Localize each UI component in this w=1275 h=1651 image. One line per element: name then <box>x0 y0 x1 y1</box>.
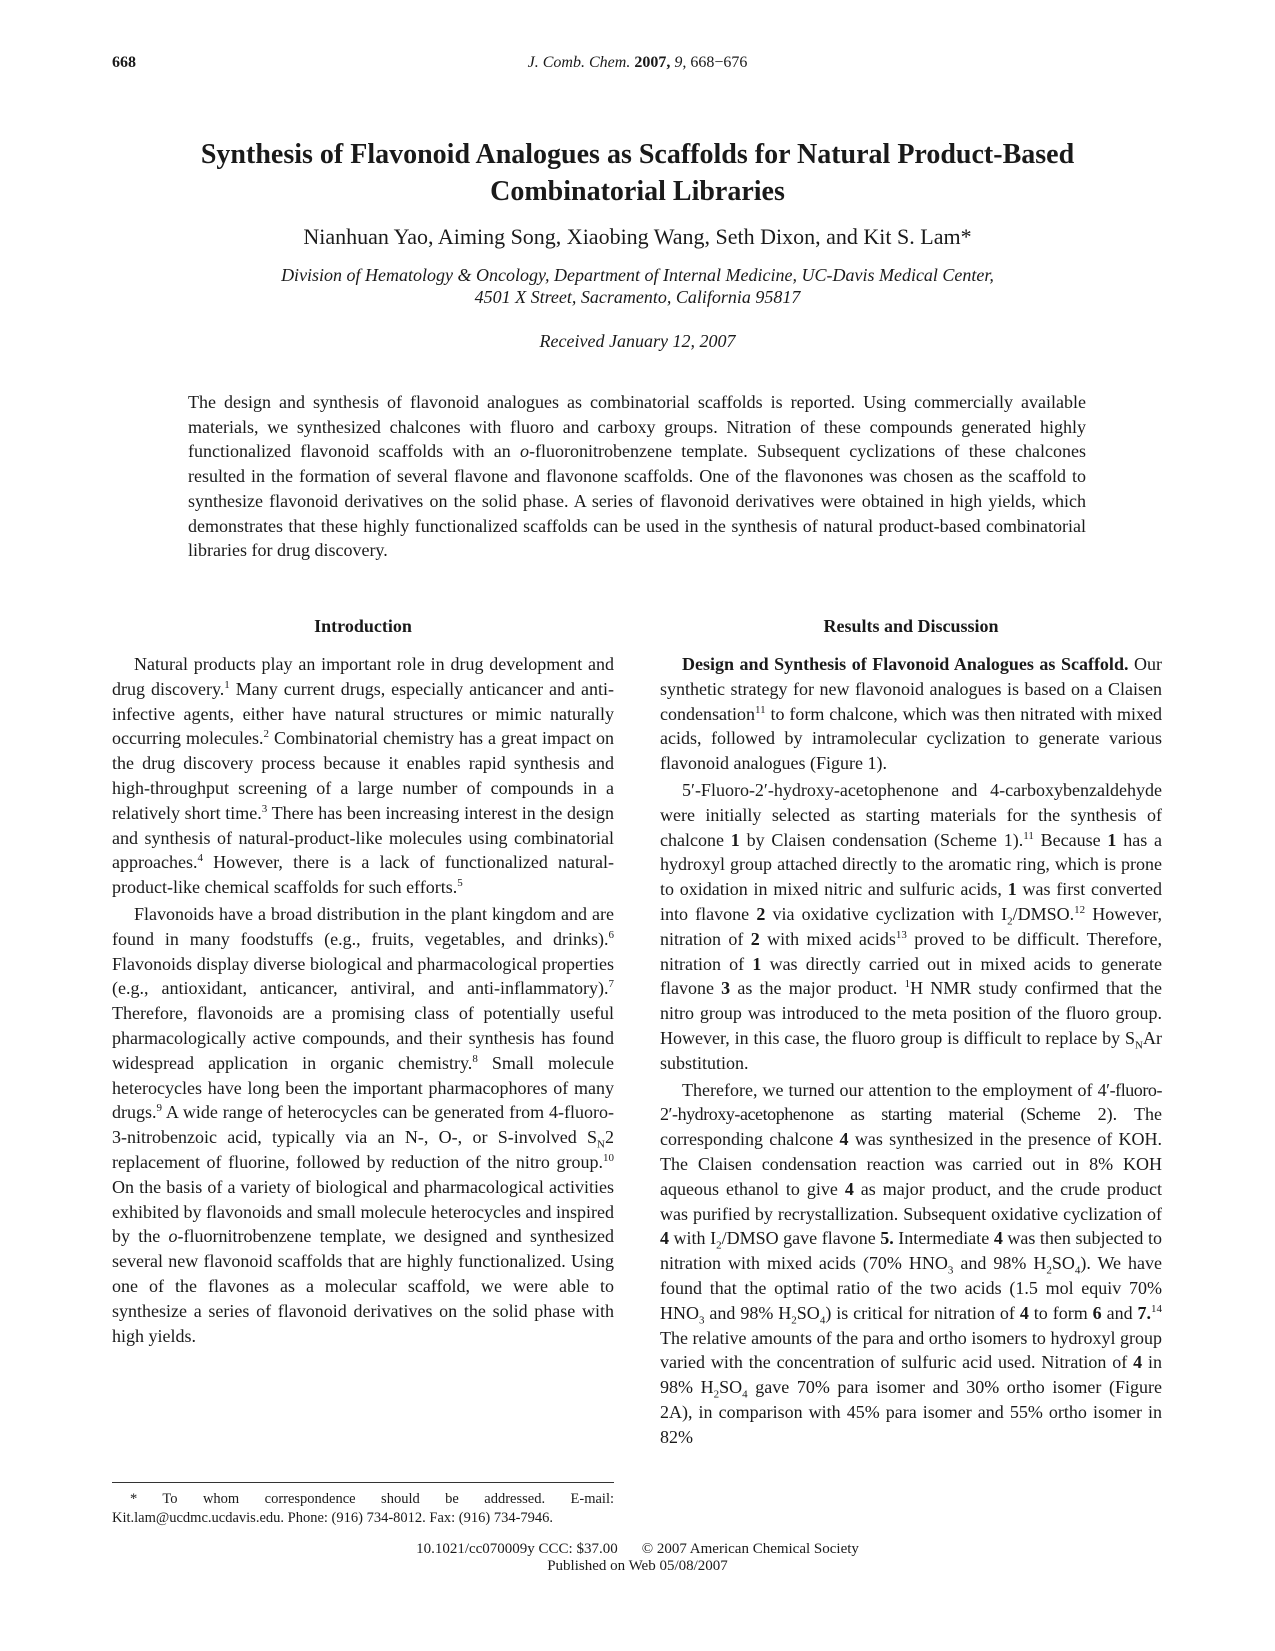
text-run: gave 70% para isomer and 30% ortho isomer (Figure 2A), in comparison with 45% para isomer and 55% ortho isomer in 82% <box>660 1377 1162 1447</box>
received-date: Received January 12, 2007 <box>539 331 736 351</box>
text-run: Flavonoids display diverse biological and pharmacological properties (e.g., antioxidant, anticancer, antiviral, and anti-inflammatory). <box>112 953 614 999</box>
text-run: SO <box>796 1302 820 1323</box>
text-run: Our synthetic strategy for new flavonoid analogues is based on a Claisen condensation <box>660 654 1162 724</box>
citation-ref: 9 <box>156 1102 162 1115</box>
results-paragraph-3 <box>660 1078 1162 1450</box>
abstract-text: The design and synthesis of flavonoid analogues as combinatorial scaffolds is reported. Using commercially available materials, we synthesized chalcones with fluoro and carboxy groups. Nitration of these compounds generated highly functionalized flavonoid scaffolds with an <box>188 392 1086 462</box>
citation-ref: 3 <box>261 802 268 815</box>
text-run: A wide range of heterocycles can be generated from 4-fluoro-3-nitrobenzoic acid, typically via an N-, O-, or S-involved S <box>112 1102 614 1148</box>
left-column <box>112 614 614 1348</box>
compound-number: 4 <box>844 1178 854 1199</box>
compound-number: 7. <box>1137 1302 1152 1323</box>
text-run: Combinatorial chemistry has a great impact on the drug discovery process because it enables rapid synthesis and high-throughput screening of a large number of compounds in a relatively short time. <box>112 728 614 823</box>
text-run: Small molecule heterocycles have long been the important pharmacophores of many drugs. <box>112 1052 614 1123</box>
journal-volume: 9, <box>674 54 687 71</box>
text-run: 4′-fluoro-2′-hydroxy-acetophenone as starting material (Scheme <box>660 1079 1162 1125</box>
correspondence-footnote: * To whom correspondence should be addressed. E-mail: Kit.lam@ucdmc.ucdavis.edu. Phone: (916) 734-8012. Fax: (916) 734-7946. <box>112 1491 614 1526</box>
text-run: 2 replacement of fluorine, followed by reduction of the nitro group. <box>112 1127 614 1172</box>
compound-number: 3 <box>721 978 731 999</box>
citation-ref: 11 <box>1023 829 1034 842</box>
compound-number: 1 <box>1007 879 1017 900</box>
compound-number: 1 <box>730 829 740 850</box>
compound-number: 4 <box>839 1129 849 1150</box>
text-run: proved to be difficult. Therefore, nitration of <box>660 928 1163 974</box>
copyright: © 2007 American Chemical Society <box>641 1541 859 1557</box>
text-run: 2). The corresponding chalcone <box>660 1104 1162 1150</box>
page-number: 668 <box>112 54 136 71</box>
results-heading: Results and Discussion <box>823 616 999 636</box>
published-date: Published on Web 05/08/2007 <box>547 1558 728 1574</box>
text-run: H NMR study confirmed that the nitro group was introduced to the meta position of the fluoro group. However, in this case, the fluoro group is difficult to replace by S <box>660 978 1162 1048</box>
text-run: was then subjected to nitration with mixed acids (70% HNO <box>660 1228 1162 1274</box>
subscript: 2 <box>1046 1264 1052 1277</box>
abstract-text: -fluoronitrobenzene template. Subsequent cyclizations of these chalcones resulted in the formation of several flavone and flavonone scaffolds. One of the flavonones was chosen as the scaffold to synthesize flavonoid derivatives on the solid phase. A series of flavonoid derivatives were obtained in high yields, which demonstrates that these highly functionalized scaffolds can be used in the synthesis of natural product-based combinatorial libraries for drug discovery. <box>188 441 1086 561</box>
text-run: SO <box>1051 1253 1075 1274</box>
text-run: was directly carried out in mixed acids to generate flavone <box>660 953 1162 999</box>
citation-ref: 5 <box>457 877 463 890</box>
compound-number: 4 <box>660 1228 669 1249</box>
citation-ref: 6 <box>608 928 614 941</box>
text-run: to form <box>1028 1302 1093 1323</box>
compound-number: 4 <box>1133 1352 1143 1373</box>
text-run: Many current drugs, especially anticancer and anti-infective agents, either have natural structures or mimic naturally occurring molecules. <box>112 678 615 749</box>
text-run: 5′-Fluoro-2′-hydroxy-acetophenone and 4-carboxybenzaldehyde were initially selected as starting materials for the synthesis of chalcone <box>660 779 1162 850</box>
affiliation-line-2: 4501 X Street, Sacramento, California 95817 <box>474 287 801 307</box>
citation-ref: 4 <box>197 852 203 865</box>
affiliation <box>150 264 1125 308</box>
intro-paragraph-1 <box>112 652 614 900</box>
text-run: in 98% H <box>660 1352 1162 1398</box>
intro-paragraph-2 <box>112 902 614 1348</box>
subscript: 2 <box>716 1239 722 1252</box>
subscript: 4 <box>1074 1264 1081 1277</box>
author-list: Nianhuan Yao, Aiming Song, Xiaobing Wang, Seth Dixon, and Kit S. Lam* <box>303 224 972 249</box>
text-run: as the major product. <box>730 978 905 999</box>
text-run: Flavonoids have a broad distribution in the plant kingdom and are found in many foodstuffs (e.g., fruits, vegetables, and drinks). <box>112 903 614 949</box>
superscript: 1 <box>904 978 911 991</box>
text-run: /DMSO gave flavone <box>721 1228 881 1249</box>
journal-name: J. Comb. Chem. <box>527 54 631 71</box>
subscript: N <box>1135 1039 1143 1052</box>
citation-ref: 2 <box>263 728 269 741</box>
citation-ref: 13 <box>895 928 907 941</box>
text-run: has a hydroxyl group attached directly to the aromatic ring, which is prone to oxidation in mixed nitric and sulfuric acids, <box>660 829 1162 900</box>
text-run: SO <box>719 1377 743 1398</box>
text-run: Therefore, we turned our attention to the employment of <box>682 1079 1098 1100</box>
text-run: with I <box>669 1228 717 1249</box>
text-run: and <box>1101 1302 1138 1323</box>
text-run: The relative amounts of the para and ortho isomers to hydroxyl group varied with the concentration of sulfuric acid used. Nitration of <box>660 1327 1162 1373</box>
citation-ref: 8 <box>472 1052 478 1065</box>
text-run: by Claisen condensation (Scheme 1). <box>739 829 1024 850</box>
citation-ref: 7 <box>608 978 614 991</box>
compound-number: 6 <box>1092 1302 1102 1323</box>
citation-ref: 11 <box>754 703 766 716</box>
text-run: Intermediate <box>893 1228 994 1249</box>
subscript: 2 <box>713 1388 720 1401</box>
subscript: N <box>597 1138 605 1151</box>
text-run: Because <box>1033 829 1108 850</box>
subscript: 4 <box>819 1314 826 1327</box>
text-run: Natural products play an important role in drug development and drug discovery. <box>112 654 614 699</box>
text-run: Ar substitution. <box>660 1027 1162 1073</box>
text-run: Therefore, flavonoids are a promising class of potentially useful pharmacologically active compounds, and their synthesis has found widespread application in organic chemistry. <box>112 1003 614 1073</box>
text-run: was synthesized in the presence of KOH. The Claisen condensation reaction was carried out in 8% KOH aqueous ethanol to give <box>660 1129 1162 1199</box>
italic-text: o <box>168 1226 178 1247</box>
subscript: 3 <box>947 1264 954 1277</box>
abstract <box>188 390 1086 563</box>
journal-pages: 668−676 <box>690 54 748 71</box>
subscript: 2 <box>791 1314 797 1327</box>
compound-number: 4 <box>993 1228 1003 1249</box>
results-paragraph-2 <box>660 778 1162 1076</box>
journal-year: 2007, <box>634 54 671 71</box>
compound-number: 1 <box>752 953 762 974</box>
text-run: as major product, and the crude product was purified by recrystallization. Subsequent oxidative cyclization of <box>660 1178 1162 1224</box>
citation-ref: 10 <box>603 1151 614 1164</box>
compound-number: 5. <box>880 1228 894 1249</box>
compound-number: 4 <box>1019 1302 1029 1323</box>
paper-title: Synthesis of Flavonoid Analogues as Scaffolds for Natural Product-Based Combinatorial Libraries <box>200 139 1075 207</box>
results-paragraph-1 <box>660 652 1162 776</box>
compound-number: 2 <box>756 903 766 924</box>
text-run: There has been increasing interest in the design and synthesis of natural-product-like molecules using combinatorial approaches. <box>112 802 614 873</box>
text-run: to form chalcone, which was then nitrated with mixed acids, followed by intramolecular cyclization to generate various flavonoid analogues (Figure 1). <box>660 703 1162 774</box>
footer-line-1 <box>0 1541 1275 1558</box>
subscript: 2 <box>1007 915 1013 928</box>
compound-number: 1 <box>1107 829 1117 850</box>
text-run: and 98% H <box>704 1302 792 1323</box>
abstract-italic: o <box>520 441 529 462</box>
text-run: ). We have found that the optimal ratio of the two acids (1.5 mol equiv 70% HNO <box>660 1253 1163 1323</box>
text-run: On the basis of a variety of biological and pharmacological activities exhibited by flavonoids and small molecule heterocycles and inspired by the <box>112 1176 614 1247</box>
citation-ref: 1 <box>224 678 230 691</box>
text-run: was first converted into flavone <box>660 879 1163 924</box>
right-column <box>660 614 1162 1450</box>
text-run: -fluornitrobenzene template, we designed and synthesized several new flavonoid scaffolds that are highly functionalized. Using one of the flavones as a molecular scaffold, we were able to synthesize a series of flavonoid derivatives on the solid phase with high yields. <box>112 1226 614 1346</box>
subscript: 4 <box>742 1388 748 1401</box>
text-run: via oxidative cyclization with I <box>765 903 1008 924</box>
text-run: with mixed acids <box>759 928 896 949</box>
text-run: However, there is a lack of functionalized natural-product-like chemical scaffolds for such efforts. <box>112 852 614 898</box>
text-run: However, nitration of <box>660 903 1162 949</box>
affiliation-line-1: Division of Hematology & Oncology, Department of Internal Medicine, UC-Davis Medical Center, <box>281 265 994 285</box>
doi-ccc: 10.1021/cc070009y CCC: $37.00 <box>416 1541 618 1557</box>
subscript: 3 <box>699 1314 705 1327</box>
journal-citation <box>0 54 1275 72</box>
citation-ref: 14 <box>1151 1302 1163 1315</box>
run-in-heading: Design and Synthesis of Flavonoid Analogues as Scaffold. <box>682 654 1129 674</box>
text-run: ) is critical for nitration of <box>825 1302 1020 1323</box>
introduction-heading: Introduction <box>314 616 412 636</box>
citation-ref: 12 <box>1074 903 1086 916</box>
text-run: and 98% H <box>953 1253 1047 1274</box>
footnote-divider <box>112 1482 614 1483</box>
compound-number: 2 <box>750 928 760 949</box>
page-footer <box>0 1541 1275 1575</box>
text-run: /DMSO. <box>1012 903 1075 924</box>
